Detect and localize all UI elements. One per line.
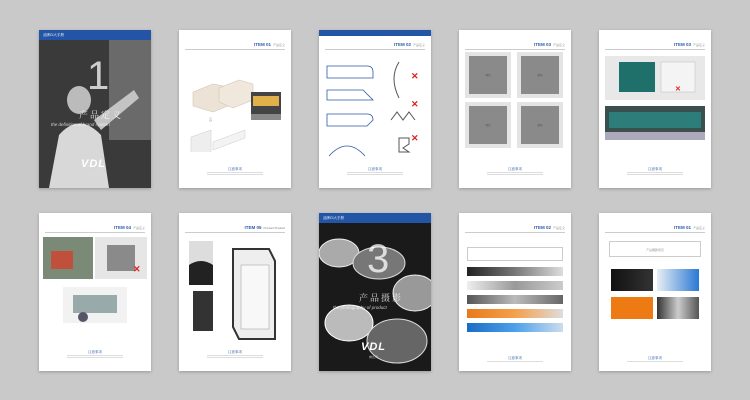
vdl-logo: VDL	[81, 158, 106, 170]
item-tag: ITEM 03 产品定义	[673, 42, 705, 47]
chapter-title-cn: 产品摄影	[359, 293, 404, 303]
item-tag: ITEM 02 产品定义	[393, 42, 425, 47]
manual-page-7[interactable]	[179, 213, 291, 371]
item-tag: ITEM 04 产品定义	[113, 225, 145, 230]
footer-note: 注意事项	[59, 350, 131, 359]
page-header-bar	[319, 30, 431, 36]
manual-page-6[interactable]	[39, 213, 151, 371]
footer-note: 注意事项	[479, 356, 551, 363]
chapter-title-cn: 产品定义	[79, 110, 124, 120]
header-rule	[185, 49, 285, 50]
metal-strip	[467, 281, 563, 290]
item-tag: ITEM 05 Product Product	[244, 225, 285, 230]
cabinet-renders	[183, 235, 287, 345]
header-rule	[185, 232, 285, 233]
item-tag: ITEM 02 产品定义	[533, 225, 565, 230]
wrong-mark-icon: ✕	[133, 264, 141, 274]
vdl-logo-sub: 佛达利	[89, 172, 99, 176]
chapter-title-en: the photography of product	[333, 305, 387, 310]
wrong-mark-icon: ✕	[411, 99, 419, 109]
board-photos	[605, 52, 705, 152]
chapter-title-en: the definition of brand system	[51, 122, 110, 127]
wrong-mark-icon: ✕	[411, 71, 419, 81]
manual-page-5[interactable]	[599, 30, 711, 188]
manual-page-4[interactable]	[459, 30, 571, 188]
svg-text:⇩: ⇩	[208, 118, 214, 124]
cover-page-1[interactable]	[39, 30, 151, 188]
metal-strip	[467, 247, 563, 261]
manual-page-2[interactable]	[179, 30, 291, 188]
blue-swatch	[657, 269, 699, 291]
banner-box: 产品摄影规范	[609, 241, 701, 257]
cover-page-2[interactable]	[319, 213, 431, 371]
item-tag: ITEM 03 产品定义	[533, 42, 565, 47]
header-rule	[465, 49, 565, 50]
sample-box-c: 规范	[465, 102, 511, 148]
metal-strip	[467, 295, 563, 304]
metal-strip	[467, 323, 563, 332]
manual-page-3[interactable]	[319, 30, 431, 188]
sample-box-d: 规范	[517, 102, 563, 148]
header-rule	[465, 232, 565, 233]
footer-note: 注意事项	[619, 167, 691, 176]
chapter-number: 3	[367, 237, 390, 281]
machine-photos	[43, 237, 147, 337]
metal-strip	[467, 309, 563, 318]
footer-note: 注意事项	[199, 167, 271, 176]
manual-page-9[interactable]	[459, 213, 571, 371]
silver-swatch	[657, 297, 699, 319]
chapter-number: 1	[87, 54, 110, 98]
wrong-mark-icon: ✕	[675, 86, 681, 93]
vdl-logo-sub: 佛达利	[369, 355, 379, 359]
header-rule	[605, 232, 705, 233]
item-tag: ITEM 01 产品定义	[673, 225, 705, 230]
cover-header-text: 品牌CI大手册	[43, 33, 64, 37]
metal-strip	[467, 267, 563, 276]
cover-header-bar	[39, 30, 151, 40]
footer-note: 注意事项	[619, 356, 691, 363]
wrong-mark-icon: ✕	[411, 133, 419, 143]
header-rule	[605, 49, 705, 50]
black-swatch	[611, 269, 653, 291]
blocks-illustration	[183, 52, 287, 152]
cover-header-bar	[319, 213, 431, 223]
orange-swatch	[611, 297, 653, 319]
header-rule	[325, 49, 425, 50]
footer-note: 注意事项	[339, 167, 411, 176]
manual-page-10[interactable]	[599, 213, 711, 371]
footer-note: 注意事项	[479, 167, 551, 176]
sample-box-b: 规范	[517, 52, 563, 98]
item-tag: ITEM 01 产品定义	[253, 42, 285, 47]
header-rule	[45, 232, 145, 233]
footer-note: 注意事项	[199, 350, 271, 359]
vdl-logo: VDL	[361, 341, 386, 353]
sample-box-a: 规范	[465, 52, 511, 98]
cover-header-text: 品牌CI大手册	[323, 216, 344, 220]
